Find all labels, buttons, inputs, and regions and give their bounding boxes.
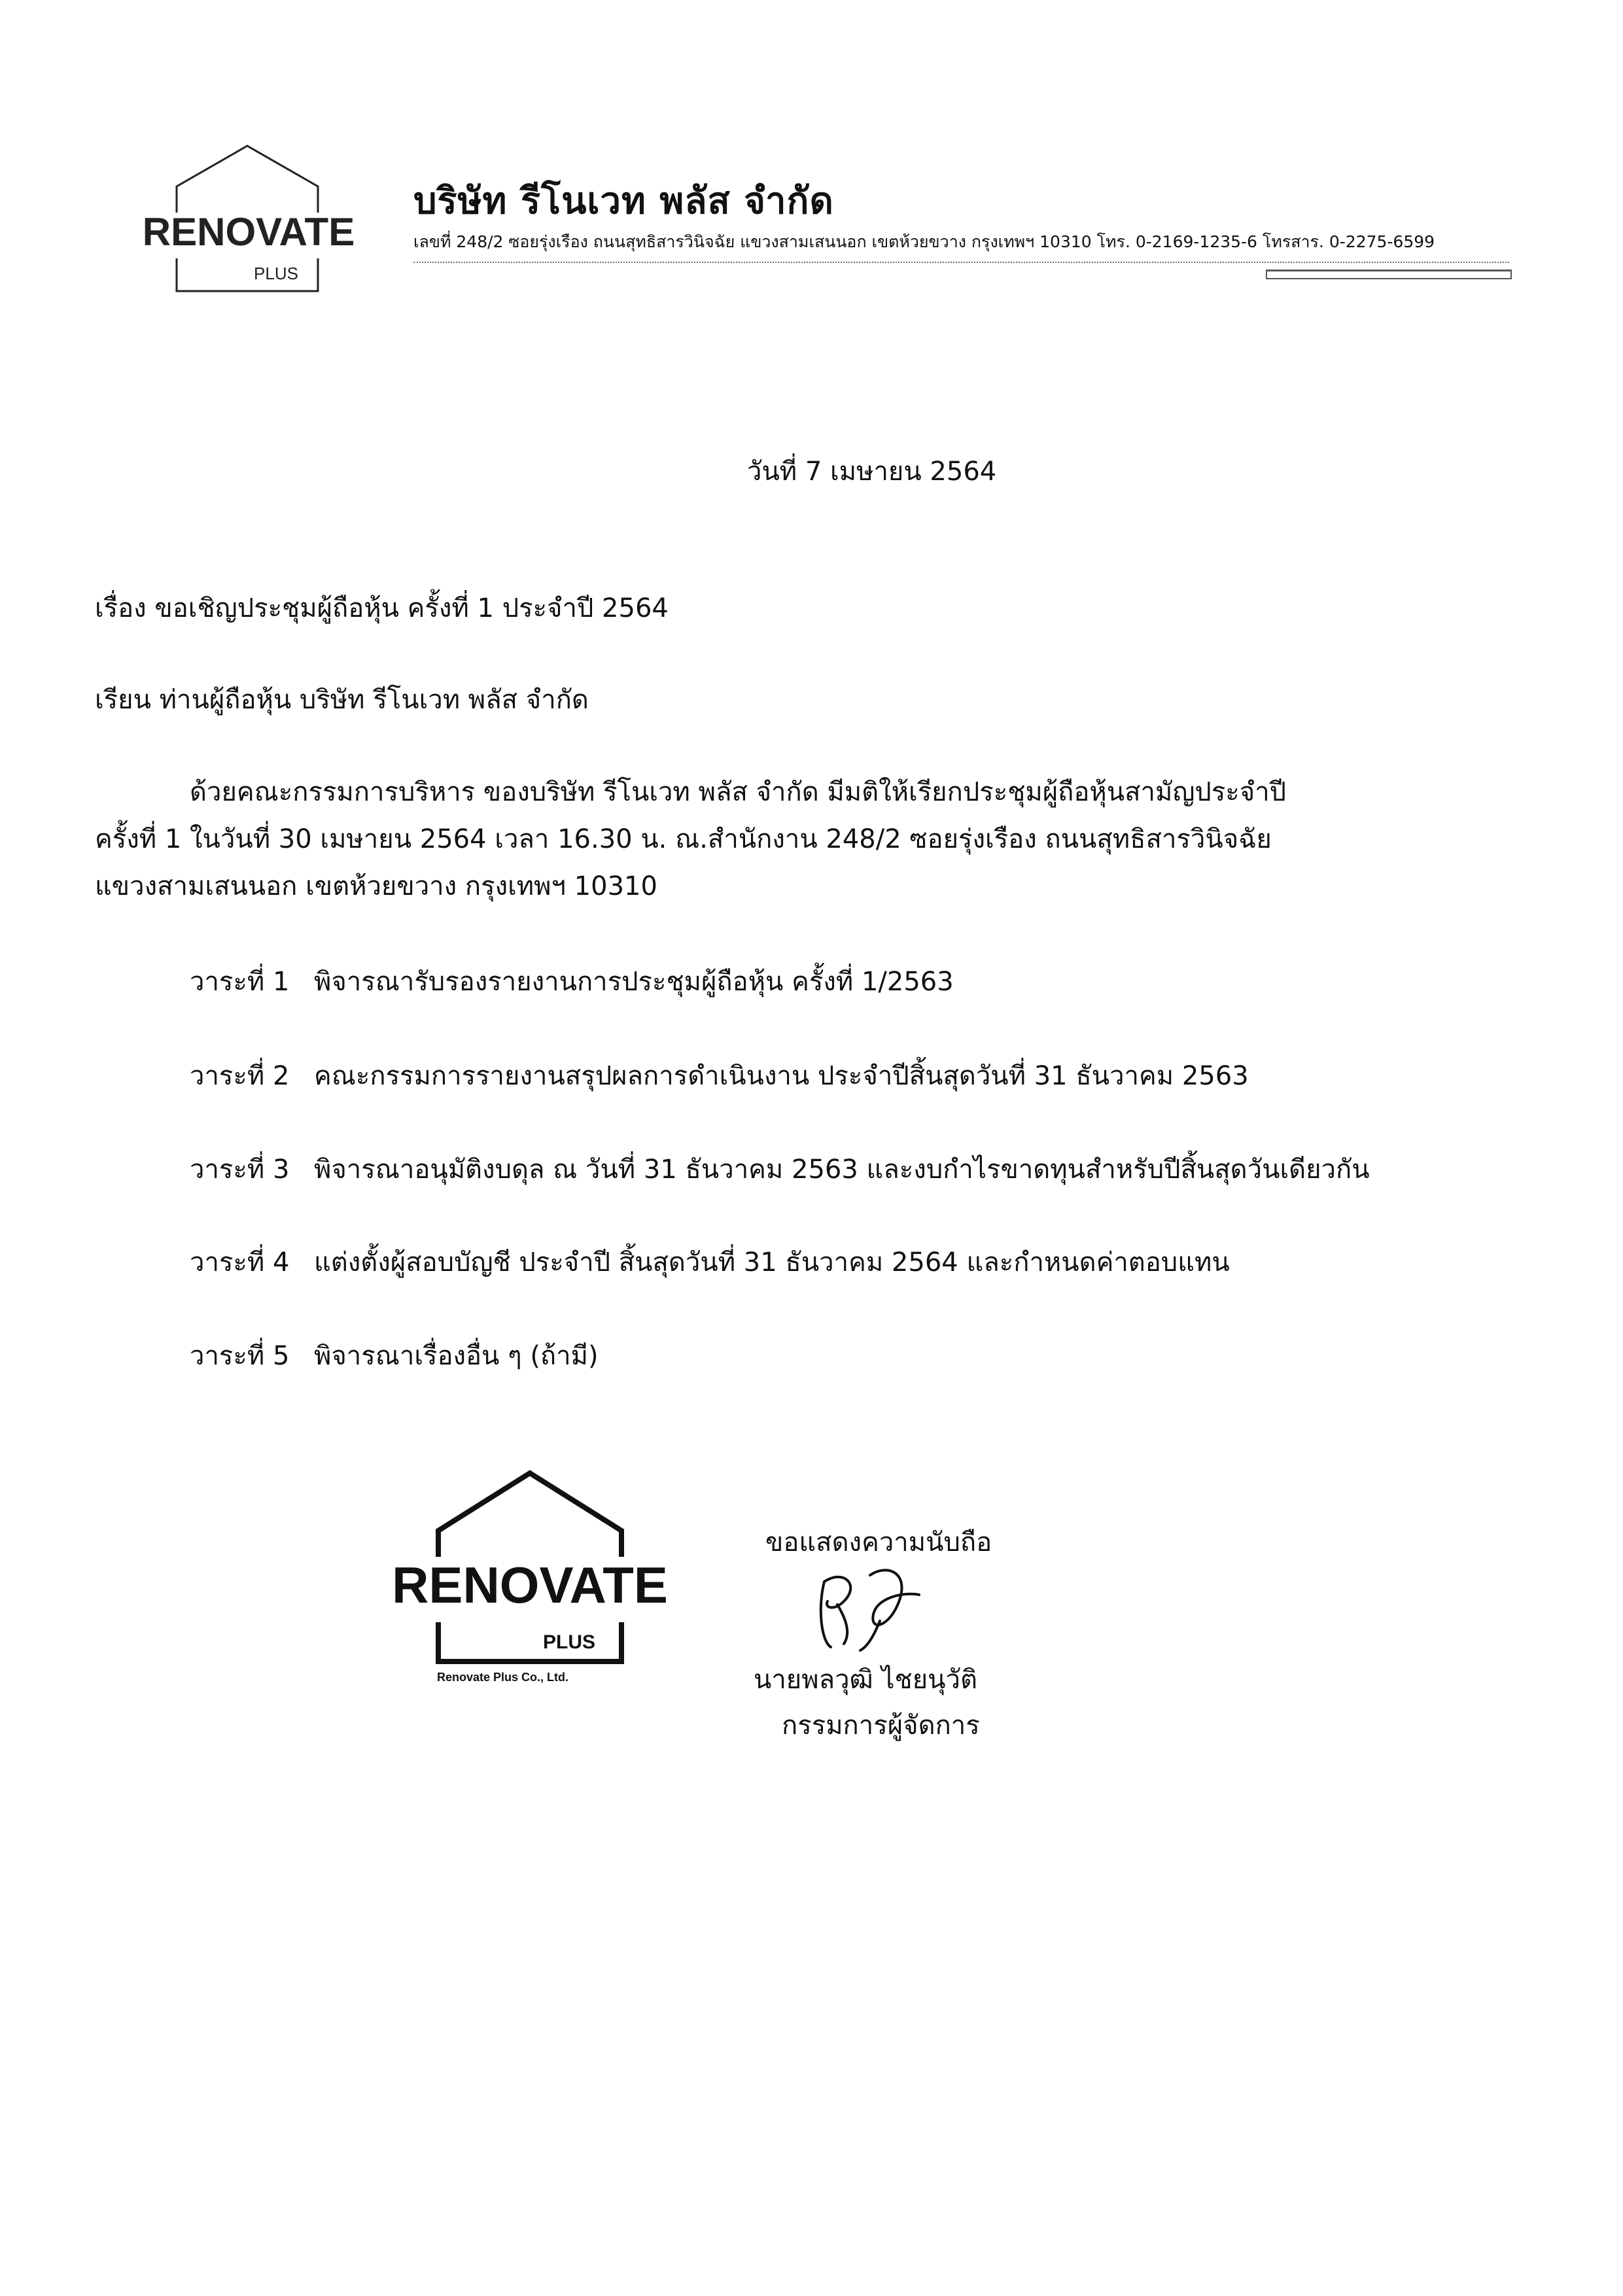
header-stamp-bar <box>1266 270 1512 279</box>
svg-text:PLUS: PLUS <box>542 1631 596 1653</box>
signer-title: กรรมการผู้จัดการ <box>782 1711 980 1741</box>
letter-body <box>95 769 1534 910</box>
handwritten-signature-icon <box>798 1556 942 1654</box>
body-line-1: ด้วยคณะกรรมการบริหาร ของบริษัท รีโนเวท พลัส จำกัด มีมติให้เรียกประชุมผู้ถือหุ้นสามัญประจำปี <box>190 777 1287 807</box>
svg-text:Renovate Plus Co., Ltd.: Renovate Plus Co., Ltd. <box>437 1671 569 1684</box>
agenda-item <box>190 1148 1370 1190</box>
company-name: บริษัท รีโนเวท พลัส จำกัด <box>413 180 834 222</box>
company-stamp <box>386 1465 674 1701</box>
agenda-number: วาระที่ 1 <box>190 967 290 997</box>
agenda-item <box>190 1054 1249 1096</box>
agenda-number: วาระที่ 2 <box>190 1061 290 1091</box>
agenda-text: แต่งตั้งผู้สอบบัญชี ประจำปี สิ้นสุดวันที่ 31 ธันวาคม 2564 และกำหนดค่าตอบแทน <box>314 1247 1230 1278</box>
letter-subject: เรื่อง ขอเชิญประชุมผู้ถือหุ้น ครั้งที่ 1 ประจำปี 2564 <box>95 593 669 623</box>
svg-text:RENOVATE: RENOVATE <box>392 1556 668 1614</box>
body-line-2: ครั้งที่ 1 ในวันที่ 30 เมษายน 2564 เวลา 16.30 น. ณ.สำนักงาน 248/2 ซอยรุ่งเรือง ถนนสุทธิสารวินิจฉัย <box>95 824 1272 854</box>
agenda-item <box>190 1334 599 1376</box>
company-address: เลขที่ 248/2 ซอยรุ่งเรือง ถนนสุทธิสารวินิจฉัย แขวงสามเสนนอก เขตห้วยขวาง กรุงเทพฯ 10310 โทร. 0-2169-1235-6 โทรสาร. 0-2275-6599 <box>413 232 1435 251</box>
body-line-3: แขวงสามเสนนอก เขตห้วยขวาง กรุงเทพฯ 10310 <box>95 871 657 901</box>
agenda-text: พิจารณาอนุมัติงบดุล ณ วันที่ 31 ธันวาคม 2563 และงบกำไรขาดทุนสำหรับปีสิ้นสุดวันเดียวกัน <box>314 1155 1370 1185</box>
company-logo <box>131 141 366 298</box>
closing-phrase: ขอแสดงความนับถือ <box>765 1527 992 1557</box>
agenda-text: พิจารณารับรองรายงานการประชุมผู้ถือหุ้น ครั้งที่ 1/2563 <box>314 967 954 997</box>
agenda-number: วาระที่ 4 <box>190 1247 290 1278</box>
svg-text:PLUS: PLUS <box>254 264 298 283</box>
agenda-item <box>190 1241 1230 1283</box>
agenda-number: วาระที่ 5 <box>190 1341 290 1371</box>
agenda-item <box>190 960 954 1002</box>
header-divider <box>413 262 1509 263</box>
svg-text:RENOVATE: RENOVATE <box>142 210 355 254</box>
letter-salutation: เรียน ท่านผู้ถือหุ้น บริษัท รีโนเวท พลัส จำกัด <box>95 685 589 715</box>
agenda-text: พิจารณาเรื่องอื่น ๆ (ถ้ามี) <box>314 1341 599 1371</box>
agenda-text: คณะกรรมการรายงานสรุปผลการดำเนินงาน ประจำปีสิ้นสุดวันที่ 31 ธันวาคม 2563 <box>314 1061 1249 1091</box>
signer-name: นายพลวุฒิ ไชยนุวัติ <box>754 1665 977 1695</box>
letter-date: วันที่ 7 เมษายน 2564 <box>747 457 997 487</box>
agenda-number: วาระที่ 3 <box>190 1155 290 1185</box>
